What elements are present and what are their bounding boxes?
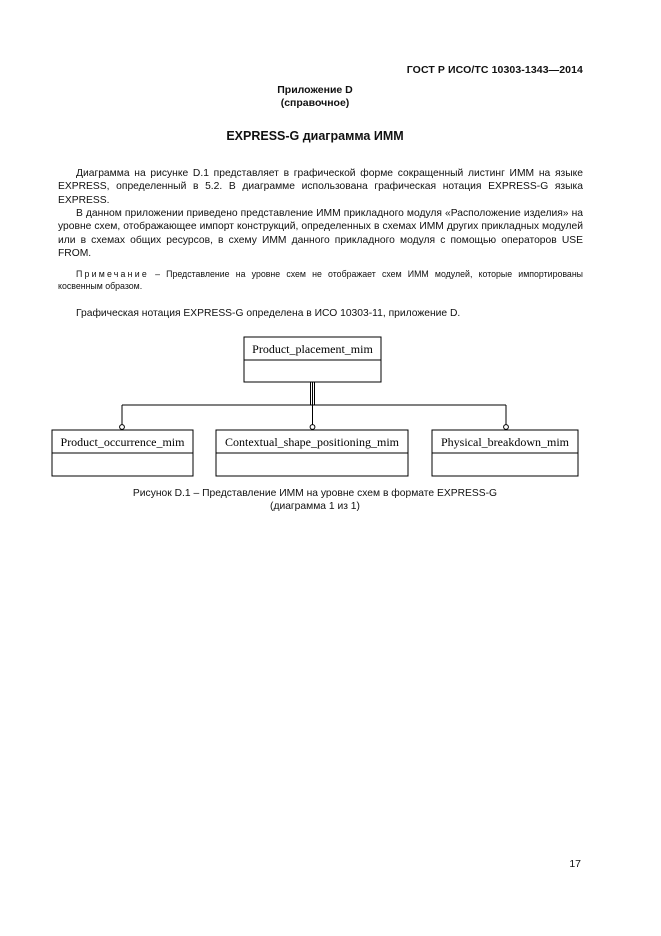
note-label: Примечание [76,269,149,279]
schema-name-contextual-shape-positioning-mim: Contextual_shape_positioning_mim [225,435,399,449]
schema-name-physical-breakdown-mim: Physical_breakdown_mim [441,435,569,449]
page-number: 17 [569,858,581,870]
figure-caption-line-1: Рисунок D.1 – Представление ИММ на уровне схем в формате EXPRESS-G [132,488,498,499]
connector-drop-contextual-shape [310,405,315,429]
schema-box-contextual-shape-positioning-mim [216,430,408,476]
schema-name-product-occurrence-mim: Product_occurrence_mim [60,435,185,449]
schema-box-physical-breakdown-mim [432,430,578,476]
connector-trunk [311,382,315,405]
annex-subtitle: (справочное) [280,97,350,109]
body-paragraph-2: В данном приложении приведено представление ИММ прикладного модуля «Расположение изделия» на уровне схем, отображающее импорт конструкций, определенных в схемах ИММ других прикладных модулей или в схемах общих ресурсов, в схему ИММ данного прикладного модуля с помощью операторов USE FROM. [58,208,583,260]
body-paragraph-1: Диаграмма на рисунке D.1 представляет в графической форме сокращенный листинг ИММ на языке EXPRESS, определенный в 5.2. В диаграмме использована графическая нотация EXPRESS-G языка EXPRESS. [58,168,583,206]
section-title: EXPRESS-G диаграмма ИММ [226,129,404,143]
annex-title: Приложение D [277,84,353,96]
schema-name-product-placement-mim: Product_placement_mim [252,342,373,356]
note-text: – Представление на уровне схем не отображает схем ИММ модулей, которые импортированы косвенным образом. [58,269,583,291]
body-paragraph-3: Графическая нотация EXPRESS-G определена в ИСО 10303-11, приложение D. [76,308,461,319]
connector-drop-physical-breakdown [504,405,509,429]
schema-box-product-placement-mim [244,337,381,382]
figure-caption-line-2: (диаграмма 1 из 1) [270,501,360,512]
document-standard-header: ГОСТ Р ИСО/ТС 10303-1343—2014 [406,64,583,76]
connector-drop-product-occurrence [120,405,125,429]
schema-box-product-occurrence-mim [52,430,193,476]
